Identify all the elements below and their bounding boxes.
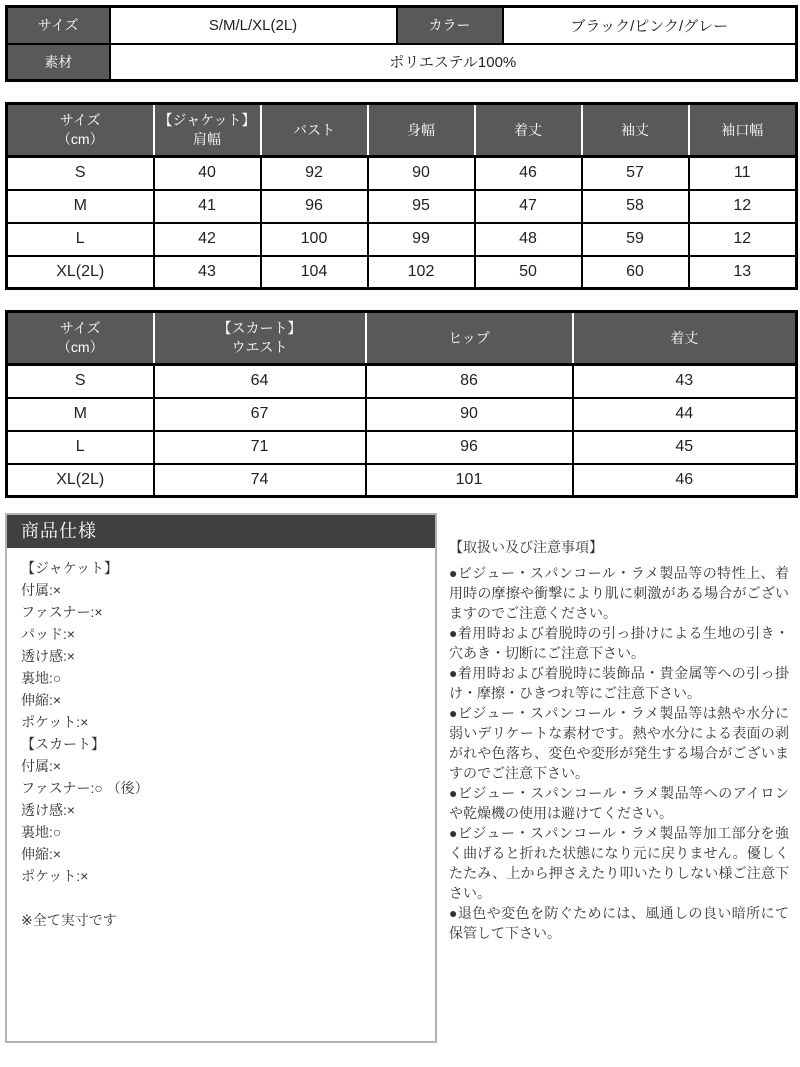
spec-line: ファスナー:○ （後）: [21, 780, 149, 796]
table-cell: 67: [154, 398, 366, 431]
product-spec-box: [5, 513, 437, 1043]
material-value-cell: ポリエステル100%: [110, 44, 797, 81]
row-label-cell: XL(2L): [7, 256, 154, 289]
handling-note-item: ●着用時および着脱時の引っ掛けによる生地の引き・穴あき・切断にご注意下さい。: [449, 625, 789, 661]
jacket-bust-col-header: バスト: [261, 104, 368, 157]
spec-line: 伸縮:×: [21, 692, 62, 708]
product-spec-title-bar: [7, 515, 435, 548]
material-label-cell: 素材: [7, 44, 110, 81]
header-line: 【スカート】: [217, 320, 302, 336]
table-cell: 41: [154, 190, 261, 223]
table-cell: 44: [573, 398, 797, 431]
spec-line: 付属:×: [21, 582, 62, 598]
skirt-row-l: [7, 431, 797, 464]
skirt-length-col-header: 着丈: [573, 312, 797, 365]
handling-notes: [437, 513, 795, 943]
handling-note-item: ●ビジュー・スパンコール・ラメ製品等加工部分を強く曲げると折れた状態になり元に戻りません。優しくたたみ、上から押さえたり叩いたりしない様ご注意下さい。: [449, 825, 789, 901]
table-cell: 43: [154, 256, 261, 289]
table-cell: 57: [582, 157, 689, 190]
handling-note-item: ●ビジュー・スパンコール・ラメ製品等へのアイロンや乾燥機の使用は避けてください。: [449, 785, 789, 821]
spec-line: 裏地:○: [21, 670, 62, 686]
table-cell: 90: [368, 157, 475, 190]
row-label-cell: L: [7, 223, 154, 256]
table-cell: 71: [154, 431, 366, 464]
skirt-row-xl: [7, 464, 797, 497]
table-cell: 58: [582, 190, 689, 223]
jacket-width-col-header: 身幅: [368, 104, 475, 157]
table-cell: 64: [154, 365, 366, 398]
table-cell: 99: [368, 223, 475, 256]
size-label-cell: サイズ: [7, 7, 110, 44]
table-cell: 96: [261, 190, 368, 223]
spec-line: ポケット:×: [21, 714, 89, 730]
color-label-cell: カラー: [397, 7, 503, 44]
table-cell: 96: [366, 431, 573, 464]
table-cell: 90: [366, 398, 573, 431]
table-cell: 74: [154, 464, 366, 497]
table-cell: 40: [154, 157, 261, 190]
table-cell: 45: [573, 431, 797, 464]
row-label-cell: XL(2L): [7, 464, 154, 497]
table-row: [7, 7, 797, 44]
table-cell: 46: [475, 157, 582, 190]
jacket-shoulder-col-header: [154, 104, 261, 157]
spec-note: ※全て実寸です: [21, 912, 117, 928]
handling-note-item: ●ビジュー・スパンコール・ラメ製品等の特性上、着用時の摩擦や衝撃により肌に刺激がある場合がございますのでご注意ください。: [449, 565, 789, 621]
row-label-cell: S: [7, 365, 154, 398]
handling-note-item: ●ビジュー・スパンコール・ラメ製品等は熱や水分に弱いデリケートな素材です。熱や水分による表面の剥がれや色落ち、変色や変形が発生する場合がございますのでご注意下さい。: [449, 705, 789, 781]
product-info-table: [5, 5, 798, 82]
jacket-row-xl: [7, 256, 797, 289]
row-label-cell: M: [7, 398, 154, 431]
product-spec-body: [7, 548, 435, 940]
table-cell: 92: [261, 157, 368, 190]
table-row: [7, 44, 797, 81]
table-cell: 42: [154, 223, 261, 256]
table-cell: 12: [689, 223, 797, 256]
bottom-section: [5, 513, 795, 1043]
jacket-size-col-header: [7, 104, 154, 157]
spec-line: 透け感:×: [21, 802, 76, 818]
skirt-waist-col-header: [154, 312, 366, 365]
table-cell: 48: [475, 223, 582, 256]
skirt-hip-col-header: ヒップ: [366, 312, 573, 365]
table-cell: 50: [475, 256, 582, 289]
table-cell: 47: [475, 190, 582, 223]
jacket-cuff-col-header: 袖口幅: [689, 104, 797, 157]
table-cell: 59: [582, 223, 689, 256]
spec-line: 【ジャケット】: [21, 560, 119, 576]
header-line: サイズ: [59, 320, 101, 336]
row-label-cell: S: [7, 157, 154, 190]
size-value-cell: S/M/L/XL(2L): [110, 7, 397, 44]
skirt-row-s: [7, 365, 797, 398]
jacket-row-m: [7, 190, 797, 223]
jacket-row-s: [7, 157, 797, 190]
handling-note-item: ●退色や変色を防ぐためには、風通しの良い暗所にて保管して下さい。: [449, 905, 789, 941]
table-cell: 102: [368, 256, 475, 289]
product-spec-title: 商品仕様: [21, 521, 97, 541]
color-value-cell: ブラック/ピンク/グレー: [503, 7, 797, 44]
skirt-size-col-header: [7, 312, 154, 365]
header-line: （cm）: [56, 339, 104, 355]
spec-line: ファスナー:×: [21, 604, 103, 620]
table-cell: 86: [366, 365, 573, 398]
header-line: ウエスト: [231, 339, 288, 355]
spec-line: 付属:×: [21, 758, 62, 774]
table-cell: 95: [368, 190, 475, 223]
jacket-size-table: [5, 102, 798, 290]
skirt-header-row: [7, 312, 797, 365]
row-label-cell: M: [7, 190, 154, 223]
handling-note-item: ●着用時および着脱時に装飾品・貴金属等への引っ掛け・摩擦・ひきつれ等にご注意下さい。: [449, 665, 789, 701]
skirt-row-m: [7, 398, 797, 431]
table-cell: 101: [366, 464, 573, 497]
spec-line: 透け感:×: [21, 648, 76, 664]
header-line: 【ジャケット】: [158, 112, 256, 128]
skirt-size-table: [5, 310, 798, 498]
spec-line: 裏地:○: [21, 824, 62, 840]
jacket-length-col-header: 着丈: [475, 104, 582, 157]
table-cell: 12: [689, 190, 797, 223]
table-cell: 43: [573, 365, 797, 398]
jacket-row-l: [7, 223, 797, 256]
table-cell: 60: [582, 256, 689, 289]
table-cell: 11: [689, 157, 797, 190]
table-cell: 104: [261, 256, 368, 289]
header-line: サイズ: [59, 112, 101, 128]
row-label-cell: L: [7, 431, 154, 464]
header-line: （cm）: [56, 131, 104, 147]
jacket-sleeve-col-header: 袖丈: [582, 104, 689, 157]
table-cell: 46: [573, 464, 797, 497]
table-cell: 13: [689, 256, 797, 289]
table-cell: 100: [261, 223, 368, 256]
spec-line: 【スカート】: [21, 736, 105, 752]
spec-line: 伸縮:×: [21, 846, 62, 862]
spec-line: ポケット:×: [21, 868, 89, 884]
jacket-header-row: [7, 104, 797, 157]
handling-notes-heading: 【取扱い及び注意事項】: [449, 539, 603, 555]
header-line: 肩幅: [193, 131, 221, 147]
spec-line: パッド:×: [21, 626, 76, 642]
